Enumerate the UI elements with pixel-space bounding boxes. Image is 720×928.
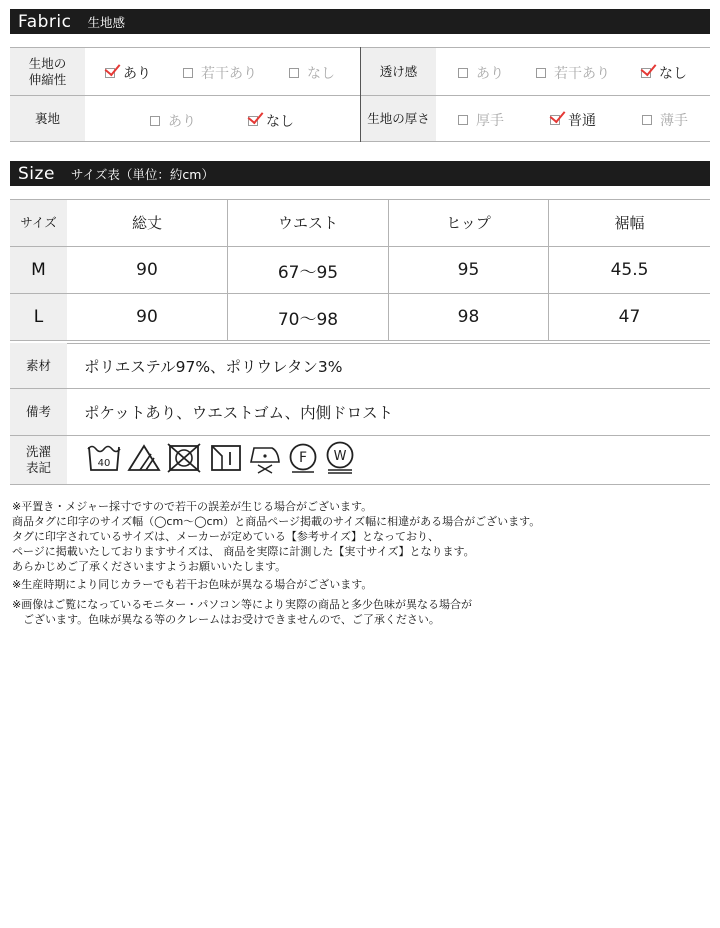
material-value: ポリエステル97%、ポリウレタン3% <box>84 357 343 376</box>
size-heading-bar <box>10 161 710 186</box>
note-line: ページに掲載いたしておりますサイズは、 商品を実際に計測した【実寸サイズ】となります。 <box>12 545 475 558</box>
checkbox-unchecked <box>289 68 299 78</box>
size-cell: 90 <box>136 307 158 327</box>
stretch-option-no: なし <box>289 63 335 83</box>
check-mark-icon <box>248 108 264 125</box>
dry-clean-letter: F <box>298 450 308 466</box>
note-line: あらかじめご了承くださいますようお願いいたします。 <box>12 560 287 573</box>
checkbox-checked <box>550 115 560 125</box>
size-cell: 67〜95 <box>277 262 339 283</box>
size-col-header-hip: ヒップ <box>446 214 491 232</box>
note-line: タグに印字されているサイズは、メーカーが定めている【参考サイズ】となっており、 <box>12 530 440 543</box>
note-line: 商品タグに印字のサイズ幅（◯cm〜◯cm）と商品ページ掲載のサイズ幅に相違がある場合がございます。 <box>12 515 541 528</box>
wet-clean-w-icon <box>324 441 356 475</box>
sheerness-label: 透け感 <box>361 48 436 95</box>
size-col-header-length: 総丈 <box>131 214 162 232</box>
fabric-heading-en: Fabric <box>18 11 72 32</box>
check-mark-icon <box>550 107 566 124</box>
checkbox-unchecked <box>458 68 468 78</box>
size-col-header-hem: 裾幅 <box>614 214 645 232</box>
size-row-label-m: M <box>10 247 67 293</box>
sheerness-option-slight: 若干あり <box>536 63 610 83</box>
remarks-label: 備考 <box>10 389 67 435</box>
size-cell: 98 <box>457 307 480 327</box>
size-cell: 95 <box>457 260 480 280</box>
fabric-heading-bar <box>10 9 710 34</box>
stretch-label: 生地の 伸縮性 <box>10 48 85 95</box>
material-label: 素材 <box>10 343 67 388</box>
bleach-icon <box>127 443 161 473</box>
checkbox-checked <box>248 116 258 126</box>
check-mark-icon <box>105 60 121 77</box>
no-tumble-dry-icon <box>167 443 201 473</box>
notes-block <box>12 499 540 627</box>
size-col-header-waist: ウエスト <box>277 214 338 232</box>
size-row-label-l: L <box>10 294 67 340</box>
note-line: ※画像はご覧になっているモニター・パソコン等により実際の商品と多少色味が異なる場合が <box>12 598 472 611</box>
wet-clean-letter: W <box>333 449 347 464</box>
size-cell: 45.5 <box>610 260 649 280</box>
checkbox-unchecked <box>458 115 468 125</box>
thickness-option-normal: 普通 <box>550 110 596 130</box>
size-heading-en: Size <box>18 163 55 184</box>
lining-label: 裏地 <box>10 96 85 141</box>
lining-option-no: なし <box>248 111 294 131</box>
checkbox-unchecked <box>183 68 193 78</box>
line-dry-shade-icon <box>209 443 243 473</box>
fabric-heading-jp: 生地感 <box>87 14 126 30</box>
checkbox-checked <box>105 68 115 78</box>
thickness-label: 生地の厚さ <box>361 96 436 141</box>
size-cell: 70〜98 <box>277 309 339 330</box>
dry-clean-f-icon <box>287 442 319 474</box>
lining-option-yes: あり <box>150 111 196 131</box>
checkbox-unchecked <box>642 115 652 125</box>
remarks-value: ポケットあり、ウエストゴム、内側ドロスト <box>84 404 394 422</box>
note-line: ※生産時期により同じカラーでも若干お色味が異なる場合がございます。 <box>12 578 373 591</box>
checkbox-unchecked <box>150 116 160 126</box>
sheerness-option-no: なし <box>641 63 687 83</box>
size-cell: 47 <box>618 307 641 327</box>
note-line: ございます。色味が異なる等のクレームはお受けできませんので、ご了承ください。 <box>12 613 440 626</box>
thickness-option-thin: 薄手 <box>642 110 688 130</box>
stretch-option-slight: 若干あり <box>183 63 257 83</box>
size-cell: 90 <box>136 260 158 280</box>
checkbox-unchecked <box>536 68 546 78</box>
details-row-line <box>10 435 710 436</box>
wash-temp-text: 40 <box>97 458 111 469</box>
wash-40-icon <box>87 443 121 473</box>
stretch-option-yes: あり <box>105 63 151 83</box>
care-label: 洗濯 表記 <box>10 436 67 484</box>
note-line: ※平置き・メジャー採寸ですので若干の誤差が生じる場合がございます。 <box>12 500 373 513</box>
size-col-header-size: サイズ <box>10 200 67 246</box>
iron-low-icon <box>248 443 282 475</box>
details-bottom-line <box>10 484 710 485</box>
sheerness-option-yes: あり <box>458 63 504 83</box>
thickness-option-thick: 厚手 <box>458 110 504 130</box>
checkbox-checked <box>641 68 651 78</box>
check-mark-icon <box>641 60 657 77</box>
size-heading-jp: サイズ表（単位：約cm） <box>70 166 214 182</box>
